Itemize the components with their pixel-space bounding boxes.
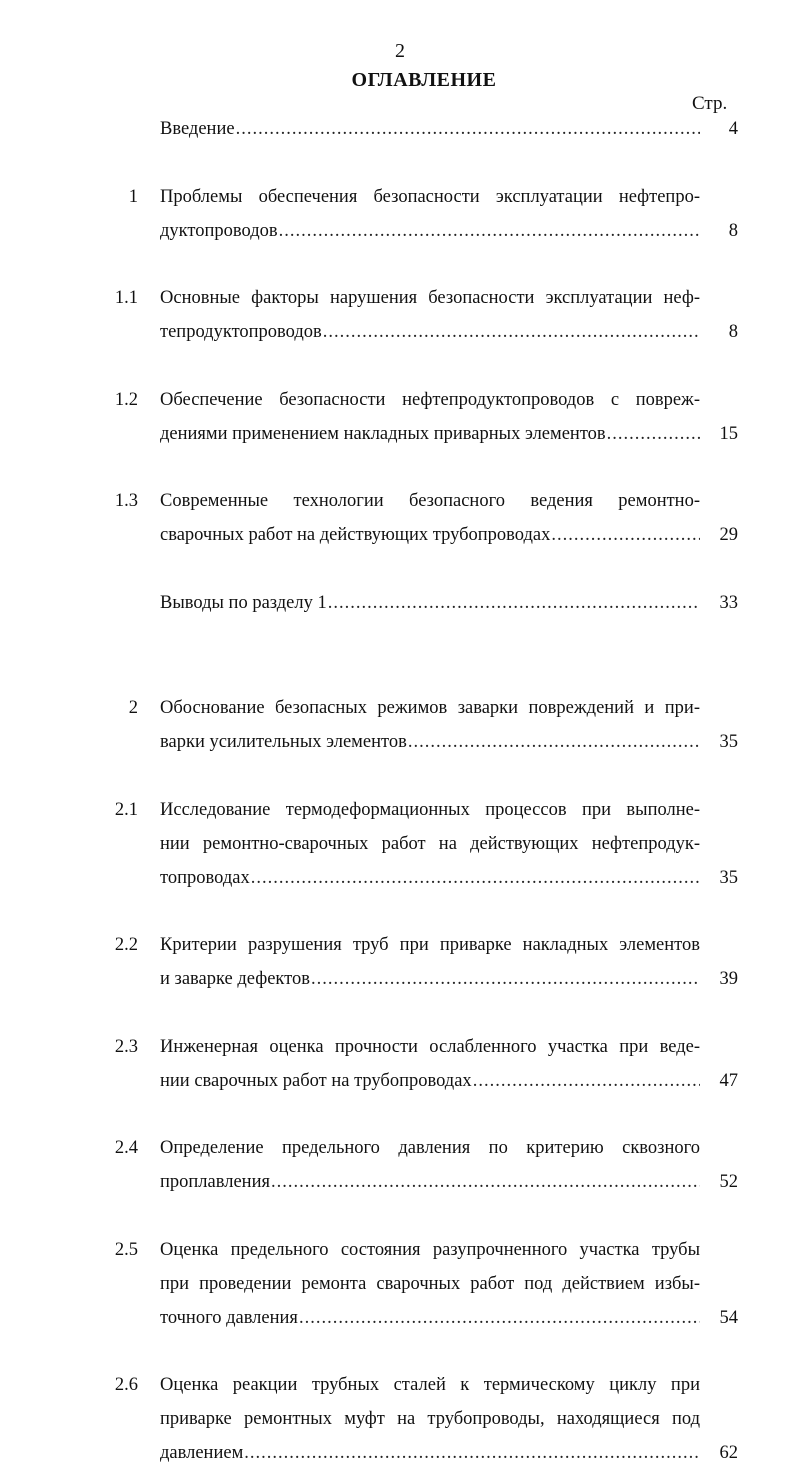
toc-entry-number: 2.2: [114, 935, 138, 955]
toc-entry[interactable]: [0, 1233, 800, 1335]
dot-leader: [323, 315, 700, 349]
toc-entry[interactable]: [0, 281, 800, 349]
toc-entry-number: 1: [128, 186, 138, 207]
dot-leader: [236, 112, 700, 146]
toc-entry-page: 54: [719, 1307, 738, 1328]
toc-entry-number: 1.3: [114, 491, 138, 511]
toc-entry[interactable]: [0, 112, 800, 146]
toc-entry-text: Инженерная оценка прочности ослабленного участка при веде-: [160, 1036, 700, 1057]
toc-entry-page: 52: [719, 1172, 738, 1192]
toc-entry-number: 2.5: [114, 1239, 138, 1260]
toc-entry-number: 2.1: [114, 799, 138, 820]
toc-entry[interactable]: [0, 180, 800, 248]
toc-entry-number: 1.1: [114, 288, 138, 308]
toc-entry[interactable]: [0, 484, 800, 552]
toc-entry-text: нии сварочных работ на трубопроводах: [160, 1070, 472, 1091]
toc-entry-text: точного давления: [160, 1307, 298, 1328]
dot-leader: [473, 1064, 700, 1098]
toc-entry-text: давлением: [160, 1443, 244, 1463]
toc-entry[interactable]: [0, 928, 800, 996]
toc-entry-number: 1.2: [114, 389, 138, 410]
toc-entry-page: 33: [719, 592, 738, 613]
toc-entry-page: 29: [719, 525, 738, 545]
toc-entry-number: 2.6: [114, 1375, 138, 1395]
toc-entry-text: Обеспечение безопасности нефтепродуктопроводов с повреж-: [160, 389, 700, 410]
toc-entry-text: топроводах: [160, 867, 250, 888]
toc-entry-page: 8: [728, 322, 738, 342]
toc-entry-text: Выводы по разделу 1: [160, 592, 327, 613]
dot-leader: [408, 725, 700, 759]
toc-entry[interactable]: [0, 793, 800, 895]
toc-entry-text: Введение: [160, 119, 235, 139]
toc-entry-page: 8: [728, 220, 738, 241]
toc-entry-text: и заварке дефектов: [160, 969, 310, 989]
toc-entry-page: 4: [728, 119, 738, 139]
toc-entry-page: 39: [719, 969, 738, 989]
toc-entry-text: проплавления: [160, 1172, 270, 1192]
dot-leader: [607, 417, 700, 451]
toc-entry-text: при проведении ремонта сварочных работ под действием избы-: [160, 1273, 700, 1294]
toc-entry-number: 2: [128, 698, 138, 718]
toc-entry-page: 15: [719, 423, 738, 444]
toc-entry-page: 35: [719, 732, 738, 752]
toc-entry-text: нии ремонтно-сварочных работ на действующих нефтепродук-: [160, 833, 700, 854]
toc-entry-number: 2.3: [114, 1036, 138, 1057]
dot-leader: [271, 1165, 700, 1199]
dot-leader: [551, 518, 700, 552]
toc-entry-number: 2.4: [114, 1138, 138, 1158]
dot-leader: [279, 214, 700, 248]
toc-entry-text: дуктопроводов: [160, 220, 278, 241]
toc-entry-page: 35: [719, 867, 738, 888]
toc-entry-text: тепродуктопроводов: [160, 322, 322, 342]
toc-entry-page: 62: [719, 1443, 738, 1463]
toc-entry-text: Исследование термодеформационных процессов при выполне-: [160, 799, 700, 820]
toc-entry[interactable]: [0, 383, 800, 451]
toc-entry[interactable]: [0, 691, 800, 759]
dot-leader: [251, 861, 700, 895]
toc-entry-text: приварке ремонтных муфт на трубопроводы, находящиеся под: [160, 1409, 700, 1429]
toc-entry-text: Современные технологии безопасного ведения ремонтно-: [160, 491, 700, 511]
toc-entry-text: сварочных работ на действующих трубопроводах: [160, 525, 551, 545]
toc-entry-text: Основные факторы нарушения безопасности эксплуатации неф-: [160, 288, 700, 308]
toc-entry-text: Оценка реакции трубных сталей к термическому циклу при: [160, 1375, 700, 1395]
page-column-header: Стр.: [692, 93, 728, 114]
toc-entry-text: Оценка предельного состояния разупрочненного участка трубы: [160, 1239, 700, 1260]
toc-entry-text: дениями применением накладных приварных элементов: [160, 423, 606, 444]
toc-entry[interactable]: [0, 1030, 800, 1098]
toc-entry-text: Обоснование безопасных режимов заварки повреждений и при-: [160, 698, 700, 718]
dot-leader: [244, 1436, 700, 1470]
toc-entry-text: Критерии разрушения труб при приварке накладных элементов: [160, 935, 700, 955]
dot-leader: [328, 586, 700, 620]
toc-entry-text: Проблемы обеспечения безопасности эксплуатации нефтепро-: [160, 186, 700, 207]
toc-entry[interactable]: [0, 1368, 800, 1470]
dot-leader: [299, 1301, 700, 1335]
toc-entry[interactable]: [0, 1131, 800, 1199]
page-number: 2: [395, 40, 405, 62]
page-title: ОГЛАВЛЕНИЕ: [351, 69, 497, 91]
toc-entry-page: 47: [719, 1070, 738, 1091]
dot-leader: [311, 962, 700, 996]
toc-entry-text: варки усилительных элементов: [160, 732, 407, 752]
toc-entry[interactable]: [0, 586, 800, 620]
toc-entry-text: Определение предельного давления по критерию сквозного: [160, 1138, 700, 1158]
